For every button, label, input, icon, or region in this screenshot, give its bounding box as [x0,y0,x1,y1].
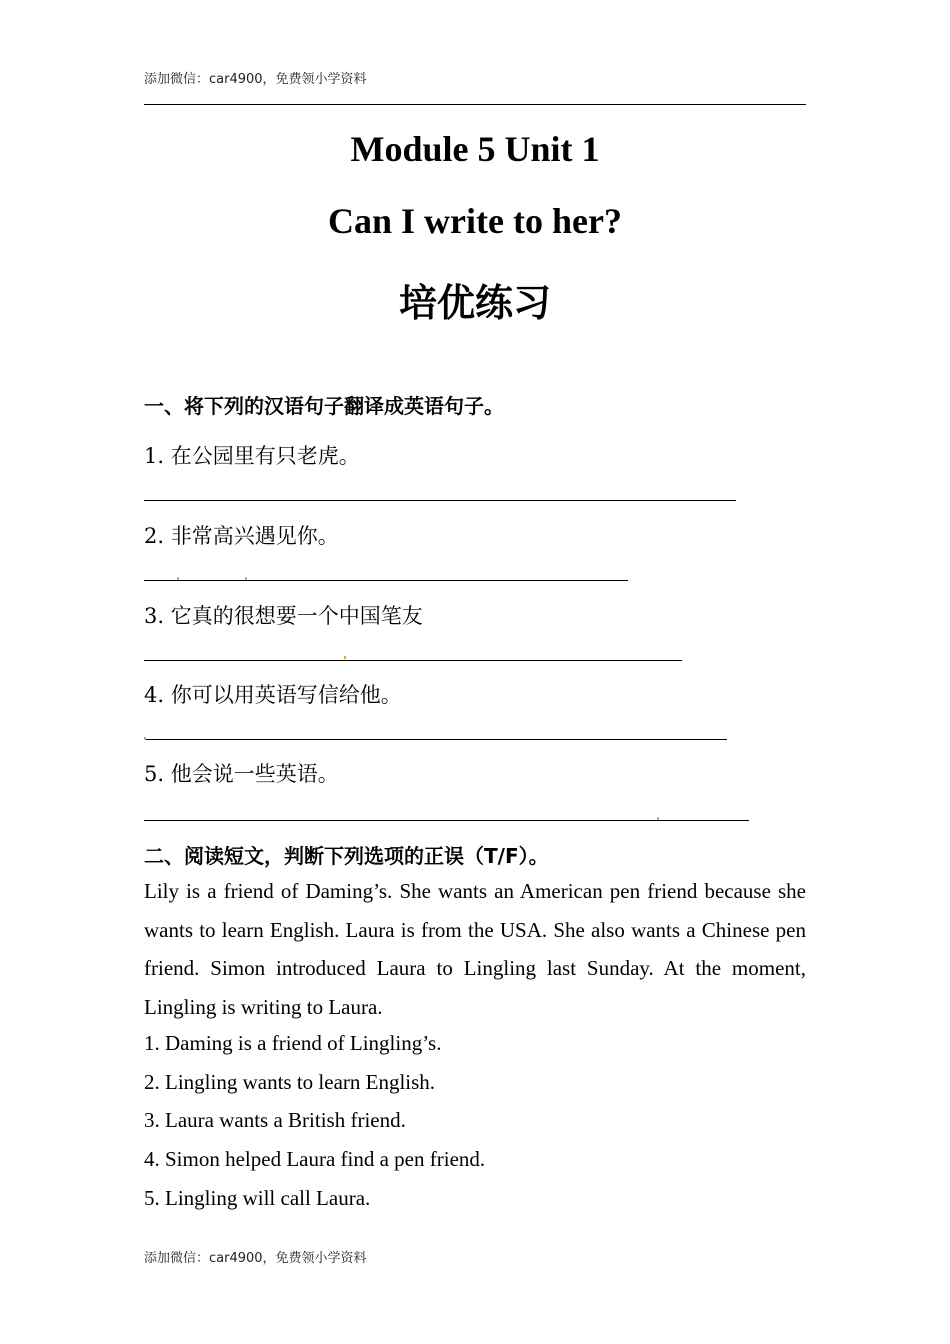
translation-question: 2. 非常高兴遇见你。 [144,524,339,548]
tf-statement: 1. Daming is a friend of Lingling’s. [144,1031,442,1055]
translation-question: 1. 在公园里有只老虎。 [144,444,360,468]
mark-dot [144,737,146,740]
translation-question: 4. 你可以用英语写信给他。 [144,683,402,707]
section1-heading: 一、将下列的汉语句子翻译成英语句子。 [144,394,504,418]
tf-statement: 5. Lingling will call Laura. [144,1186,371,1210]
answer-line [144,580,628,581]
tf-statement: 4. Simon helped Laura find a pen friend. [144,1147,486,1171]
title-module: Module 5 Unit 1 [350,129,600,169]
title-unit: Can I write to her? [328,201,622,241]
mark-dot [657,817,659,820]
tf-statement: 3. Laura wants a British friend. [144,1108,406,1132]
footer-note: 添加微信：car4900，免费领小学资料 [144,1251,367,1266]
section2-heading: 二、阅读短文，判断下列选项的正误（T/F）。 [144,844,549,868]
tf-statement: 2. Lingling wants to learn English. [144,1070,436,1094]
mark-dot [344,656,346,659]
header-rule [144,104,806,105]
mark-dot [177,577,179,580]
title-practice: 培优练习 [398,281,551,325]
header-note: 添加微信：car4900，免费领小学资料 [144,72,367,87]
answer-line [144,820,749,821]
answer-line [144,500,736,501]
reading-passage: Lily is a friend of Daming’s. She wants an American pen friend because she wants to learn English. Laura is from the USA. She also wants a Chinese pen friend. Simon introduced Laura to Lingling last Sunday. At the moment, Lingling is writing to Laura. [144,879,806,1019]
translation-question: 3. 它真的很想要一个中国笔友 [144,604,423,628]
answer-line [144,739,727,740]
mark-dot [245,577,247,580]
answer-line [144,660,682,661]
translation-question: 5. 他会说一些英语。 [144,762,339,786]
